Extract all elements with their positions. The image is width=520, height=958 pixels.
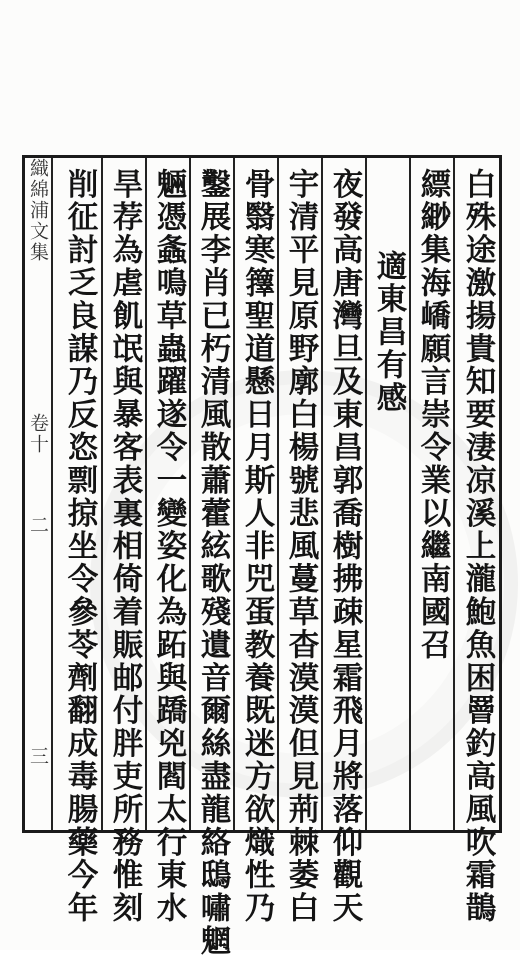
column-rule <box>145 158 147 830</box>
column-rule <box>233 158 235 830</box>
text-column-4: 夜發高唐灣旦及東昌郭喬樹拂疎星霜飛月將落仰觀天 <box>327 168 363 925</box>
text-column-6: 骨翳寒籜聖道懸日月斯人非兕蛋教養既迷方欲熾性乃 <box>239 168 275 925</box>
text-column-9: 旱荐為虐飢氓與暴客表裏相倚着賑邮付胖吏所務惟刻 <box>107 168 143 925</box>
poem-title: 適東昌有感 <box>371 250 407 415</box>
column-rule <box>409 158 411 830</box>
column-rule <box>365 158 367 830</box>
margin-foot: 三 <box>27 746 49 767</box>
margin-leaf: 二 <box>27 515 49 536</box>
page-margin <box>25 158 51 830</box>
text-frame <box>22 155 502 958</box>
column-rule <box>277 158 279 830</box>
column-rule <box>453 158 455 830</box>
text-column-2: 縹緲集海嶠願言崇令業以繼南國召 <box>415 168 451 662</box>
text-column-8: 魎憑螽鳴草蟲躍遂令一變姿化為跖與蹻兇閻太行東水 <box>151 168 187 925</box>
column-rule <box>321 158 323 830</box>
text-column-7: 鑿展李肖已朽清風散蕭藿絃歌殘遺音爾絲盡龍絡鴟嘯魍 <box>195 168 231 958</box>
margin-title: 織綿浦文集 <box>27 158 49 263</box>
column-rule <box>101 158 103 830</box>
text-column-1: 白殊途激揚貴知要淒凉溪上瀧鮑魚困罾釣高風吹霜鵲 <box>460 168 496 925</box>
text-column-5: 宇清平見原野廓白楊號悲風蔓草杳漠漠但見荊棘萎白 <box>283 168 319 925</box>
column-rule <box>51 158 53 830</box>
margin-volume: 卷十 <box>27 413 49 455</box>
column-rule <box>189 158 191 830</box>
text-column-10: 削征討乏良謀乃反恣剽掠坐令參苓劑翻成毒腸藥今年 <box>62 168 98 925</box>
